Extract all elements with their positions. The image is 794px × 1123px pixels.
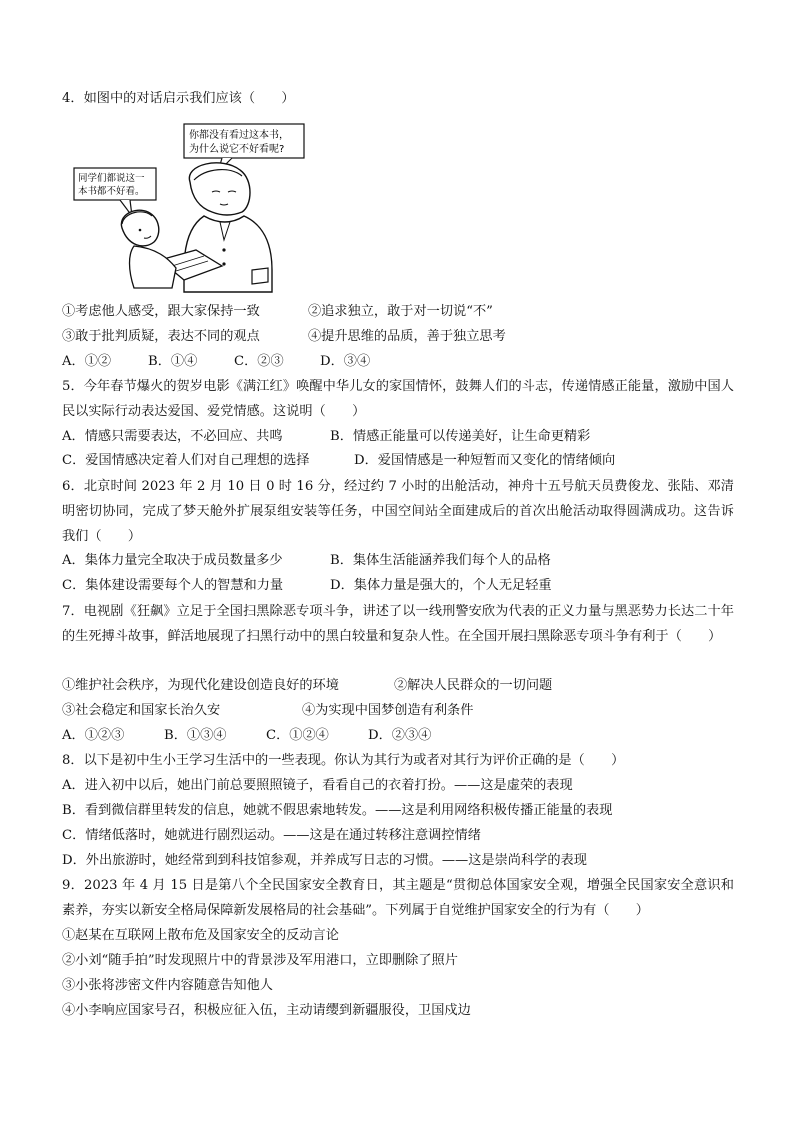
q4-item-2: ②追求独立，敢于对一切说“不” — [308, 304, 493, 319]
q4-item-1: ①考虑他人感受，跟大家保持一致 — [62, 304, 260, 319]
q4-choices — [62, 352, 370, 372]
q7-item-3: ③社会稳定和国家长治久安 — [62, 703, 221, 718]
q7-item-2: ②解决人民群众的一切问题 — [394, 678, 553, 693]
q6-choices-row1 — [62, 551, 551, 571]
q9-stem: 9．2023 年 4 月 15 日是第八个全民国家安全教育日，其主题是“贯彻总体国家安全观，增强全民国家安全意识和素养，夯实以新安全格局保障新发展格局的社会基础”。下列属于自觉维护国家安全的行为有（ ） — [62, 878, 734, 918]
q5-choice-a[interactable]: A．情感只需要表达，不必回应、共鸣 — [62, 429, 283, 444]
q6-stem: 6．北京时间 2023 年 2 月 10 日 0 时 16 分，经过约 7 小时的出舱活动，神舟十五号航天员费俊龙、张陆、邓清明密切协同，完成了梦天舱外扩展泵组安装等任务，中国空间站全面建成后的首次出舱活动取得圆满成功。这告诉我们（ ） — [62, 479, 734, 544]
student-bubble-line1: 同学们都说这一 — [78, 173, 145, 184]
q8-choice-d[interactable]: D．外出旅游时，她经常到到科技馆参观，并养成写日志的习惯。——这是崇尚科学的表现 — [62, 853, 587, 868]
q4-items-row2 — [62, 327, 506, 347]
q9-item-4: ④小李响应国家号召，积极应征入伍，主动请缨到新疆服役，卫国戍边 — [62, 1003, 471, 1018]
q7-choice-a[interactable]: A．①②③ — [62, 728, 125, 743]
q7-item-1: ①维护社会秩序，为现代化建设创造良好的环境 — [62, 678, 339, 693]
student-bubble-line2: 本书都不好看。 — [78, 186, 145, 197]
q8-choice-c[interactable]: C．情绪低落时，她就进行剧烈运动。——这是在通过转移注意调控情绪 — [62, 828, 481, 843]
q7-items-row1 — [62, 676, 552, 696]
q7-items-row2 — [62, 701, 473, 721]
teacher-bubble-line1: 你都没有看过这本书， — [189, 130, 289, 141]
q4-choice-c[interactable]: C．②③ — [234, 354, 284, 369]
q5-choice-c[interactable]: C．爱国情感决定着人们对自己理想的选择 — [62, 453, 310, 468]
q7-choice-b[interactable]: B．①③④ — [164, 728, 227, 743]
q4-choice-a[interactable]: A．①② — [62, 354, 112, 369]
dialogue-illustration — [72, 120, 312, 295]
q8-choice-b[interactable]: B．看到微信群里转发的信息，她就不假思索地转发。——这是利用网络积极传播正能量的表现 — [62, 803, 613, 818]
q7-choices — [62, 726, 431, 746]
q9-item-1: ①赵某在互联网上散布危及国家安全的反动言论 — [62, 928, 339, 943]
q8-stem: 8．以下是初中生小王学习生活中的一些表现。你认为其行为或者对其行为评价正确的是（ ） — [62, 753, 625, 768]
q4-items-row1 — [62, 302, 493, 322]
q7-stem: 7．电视剧《狂飙》立足于全国扫黑除恶专项斗争，讲述了以一线刑警安欣为代表的正义力量与黑恶势力长达二十年的生死搏斗故事，鲜活地展现了扫黑行动中的黑白较量和复杂人性。在全国开展扫黑除恶专项斗争有利于（ ） — [62, 604, 734, 644]
q4-stem: 4．如图中的对话启示我们应该（ ） — [62, 91, 295, 106]
q6-choice-a[interactable]: A．集体力量完全取决于成员数量多少 — [62, 553, 283, 568]
q9-item-2: ②小刘“随手拍”时发现照片中的背景涉及军用港口，立即删除了照片 — [62, 953, 458, 968]
q7-choice-c[interactable]: C．①②④ — [266, 728, 329, 743]
q8-choice-a[interactable]: A．进入初中以后，她出门前总要照照镜子，看看自己的衣着打扮。——这是虚荣的表现 — [62, 778, 573, 793]
q4-choice-b[interactable]: B．①④ — [148, 354, 198, 369]
q4-choice-d[interactable]: D．③④ — [320, 354, 371, 369]
q6-choice-c[interactable]: C．集体建设需要每个人的智慧和力量 — [62, 578, 284, 593]
q7-item-4: ④为实现中国梦创造有利条件 — [302, 703, 474, 718]
q5-stem: 5．今年春节爆火的贺岁电影《满江红》唤醒中华儿女的家国情怀，鼓舞人们的斗志，传递情感正能量，激励中国人民以实际行动表达爱国、爱党情感。这说明（ ） — [62, 379, 734, 419]
q7-choice-d[interactable]: D．②③④ — [368, 728, 432, 743]
q5-choices-row2 — [62, 451, 615, 471]
q5-choices-row1 — [62, 427, 590, 447]
q5-choice-b[interactable]: B．情感正能量可以传递美好，让生命更精彩 — [330, 429, 591, 444]
teacher-bubble-line2: 为什么说它不好看呢? — [189, 144, 285, 155]
q6-choices-row2 — [62, 576, 552, 596]
q6-choice-b[interactable]: B．集体生活能涵养我们每个人的品格 — [330, 553, 551, 568]
q6-choice-d[interactable]: D．集体力量是强大的，个人无足轻重 — [330, 578, 552, 593]
q5-choice-d[interactable]: D．爱国情感是一种短暂而又变化的情绪倾向 — [354, 453, 616, 468]
q9-item-3: ③小张将涉密文件内容随意告知他人 — [62, 978, 273, 993]
q4-item-3: ③敢于批判质疑，表达不同的观点 — [62, 329, 260, 344]
q4-item-4: ④提升思维的品质，善于独立思考 — [308, 329, 506, 344]
